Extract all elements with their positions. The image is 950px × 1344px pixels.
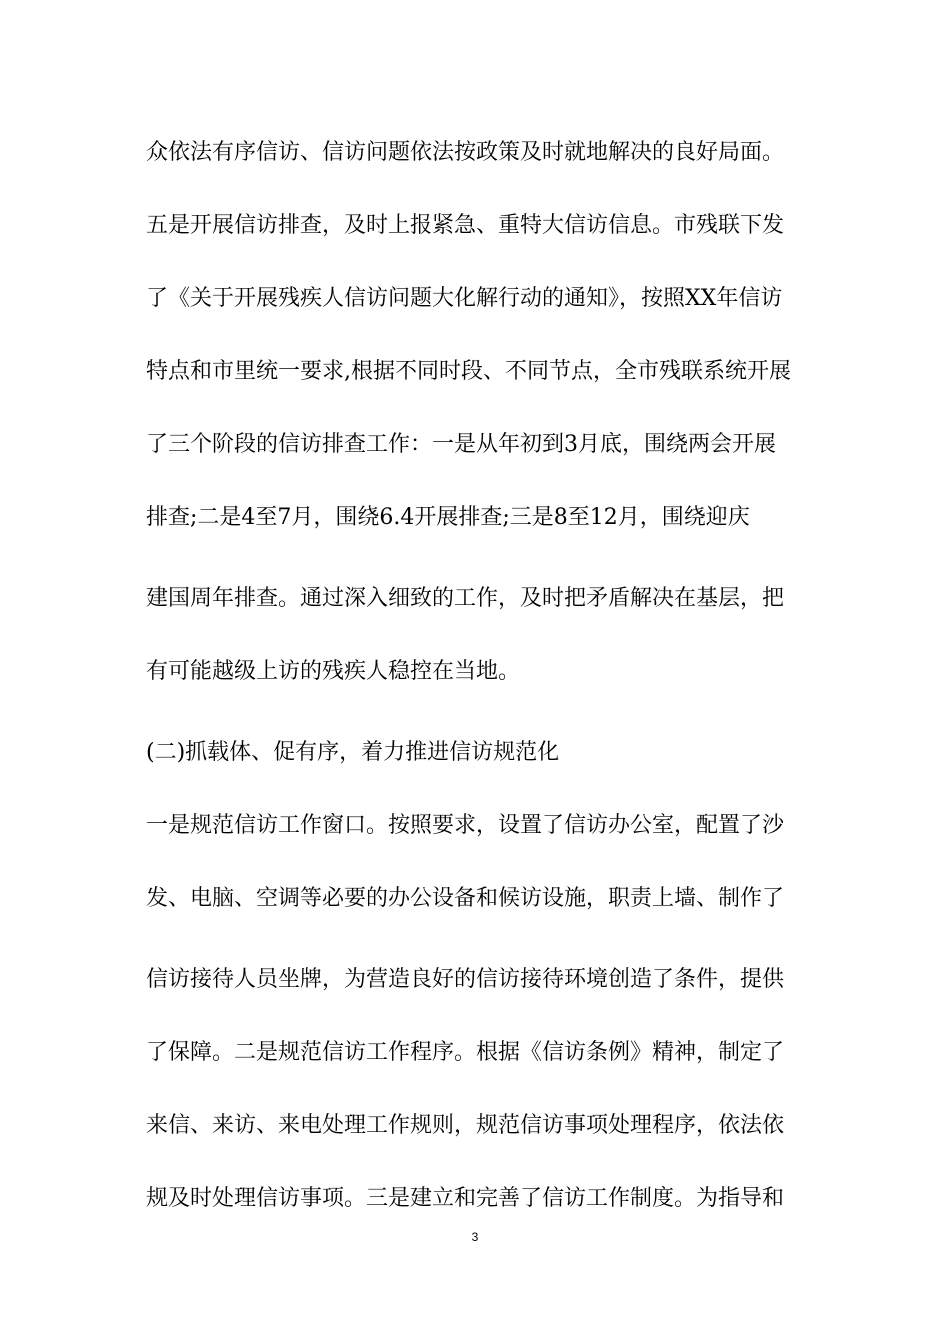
text-line: 规及时处理信访事项。三是建立和完善了信访工作制度。为指导和 xyxy=(146,1186,785,1211)
text-line: 众依法有序信访、信访问题依法按政策及时就地解决的良好局面。 xyxy=(146,140,785,165)
text-line: 信访接待人员坐牌，为营造良好的信访接待环境创造了条件，提供 xyxy=(146,967,785,992)
text-line: 来信、来访、来电处理工作规则，规范信访事项处理程序，依法依 xyxy=(146,1113,785,1138)
text-line: 特点和市里统一要求,根据不同时段、不同节点，全市残联系统开展 xyxy=(146,359,791,384)
page-number: 3 xyxy=(471,1230,479,1244)
text-line: 建国周年排查。通过深入细致的工作，及时把矛盾解决在基层，把 xyxy=(146,586,785,611)
text-line: 有可能越级上访的残疾人稳控在当地。 xyxy=(146,659,521,684)
text-line: 排查;二是4至7月，围绕6.4开展排查;三是8至12月，围绕迎庆 xyxy=(146,505,750,530)
text-line: 一是规范信访工作窗口。按照要求，设置了信访办公室，配置了沙 xyxy=(146,813,785,838)
text-line: 五是开展信访排查，及时上报紧急、重特大信访信息。市残联下发 xyxy=(146,213,785,238)
section-heading: (二)抓载体、促有序，着力推进信访规范化 xyxy=(146,740,560,765)
text-line: 了三个阶段的信访排查工作：一是从年初到3月底，围绕两会开展 xyxy=(146,432,776,457)
text-line: 发、电脑、空调等必要的办公设备和候访设施，职责上墙、制作了 xyxy=(146,886,785,911)
text-line: 了《关于开展残疾人信访问题大化解行动的通知》，按照XX年信访 xyxy=(146,286,783,311)
text-line: 了保障。二是规范信访工作程序。根据《信访条例》精神，制定了 xyxy=(146,1040,785,1065)
